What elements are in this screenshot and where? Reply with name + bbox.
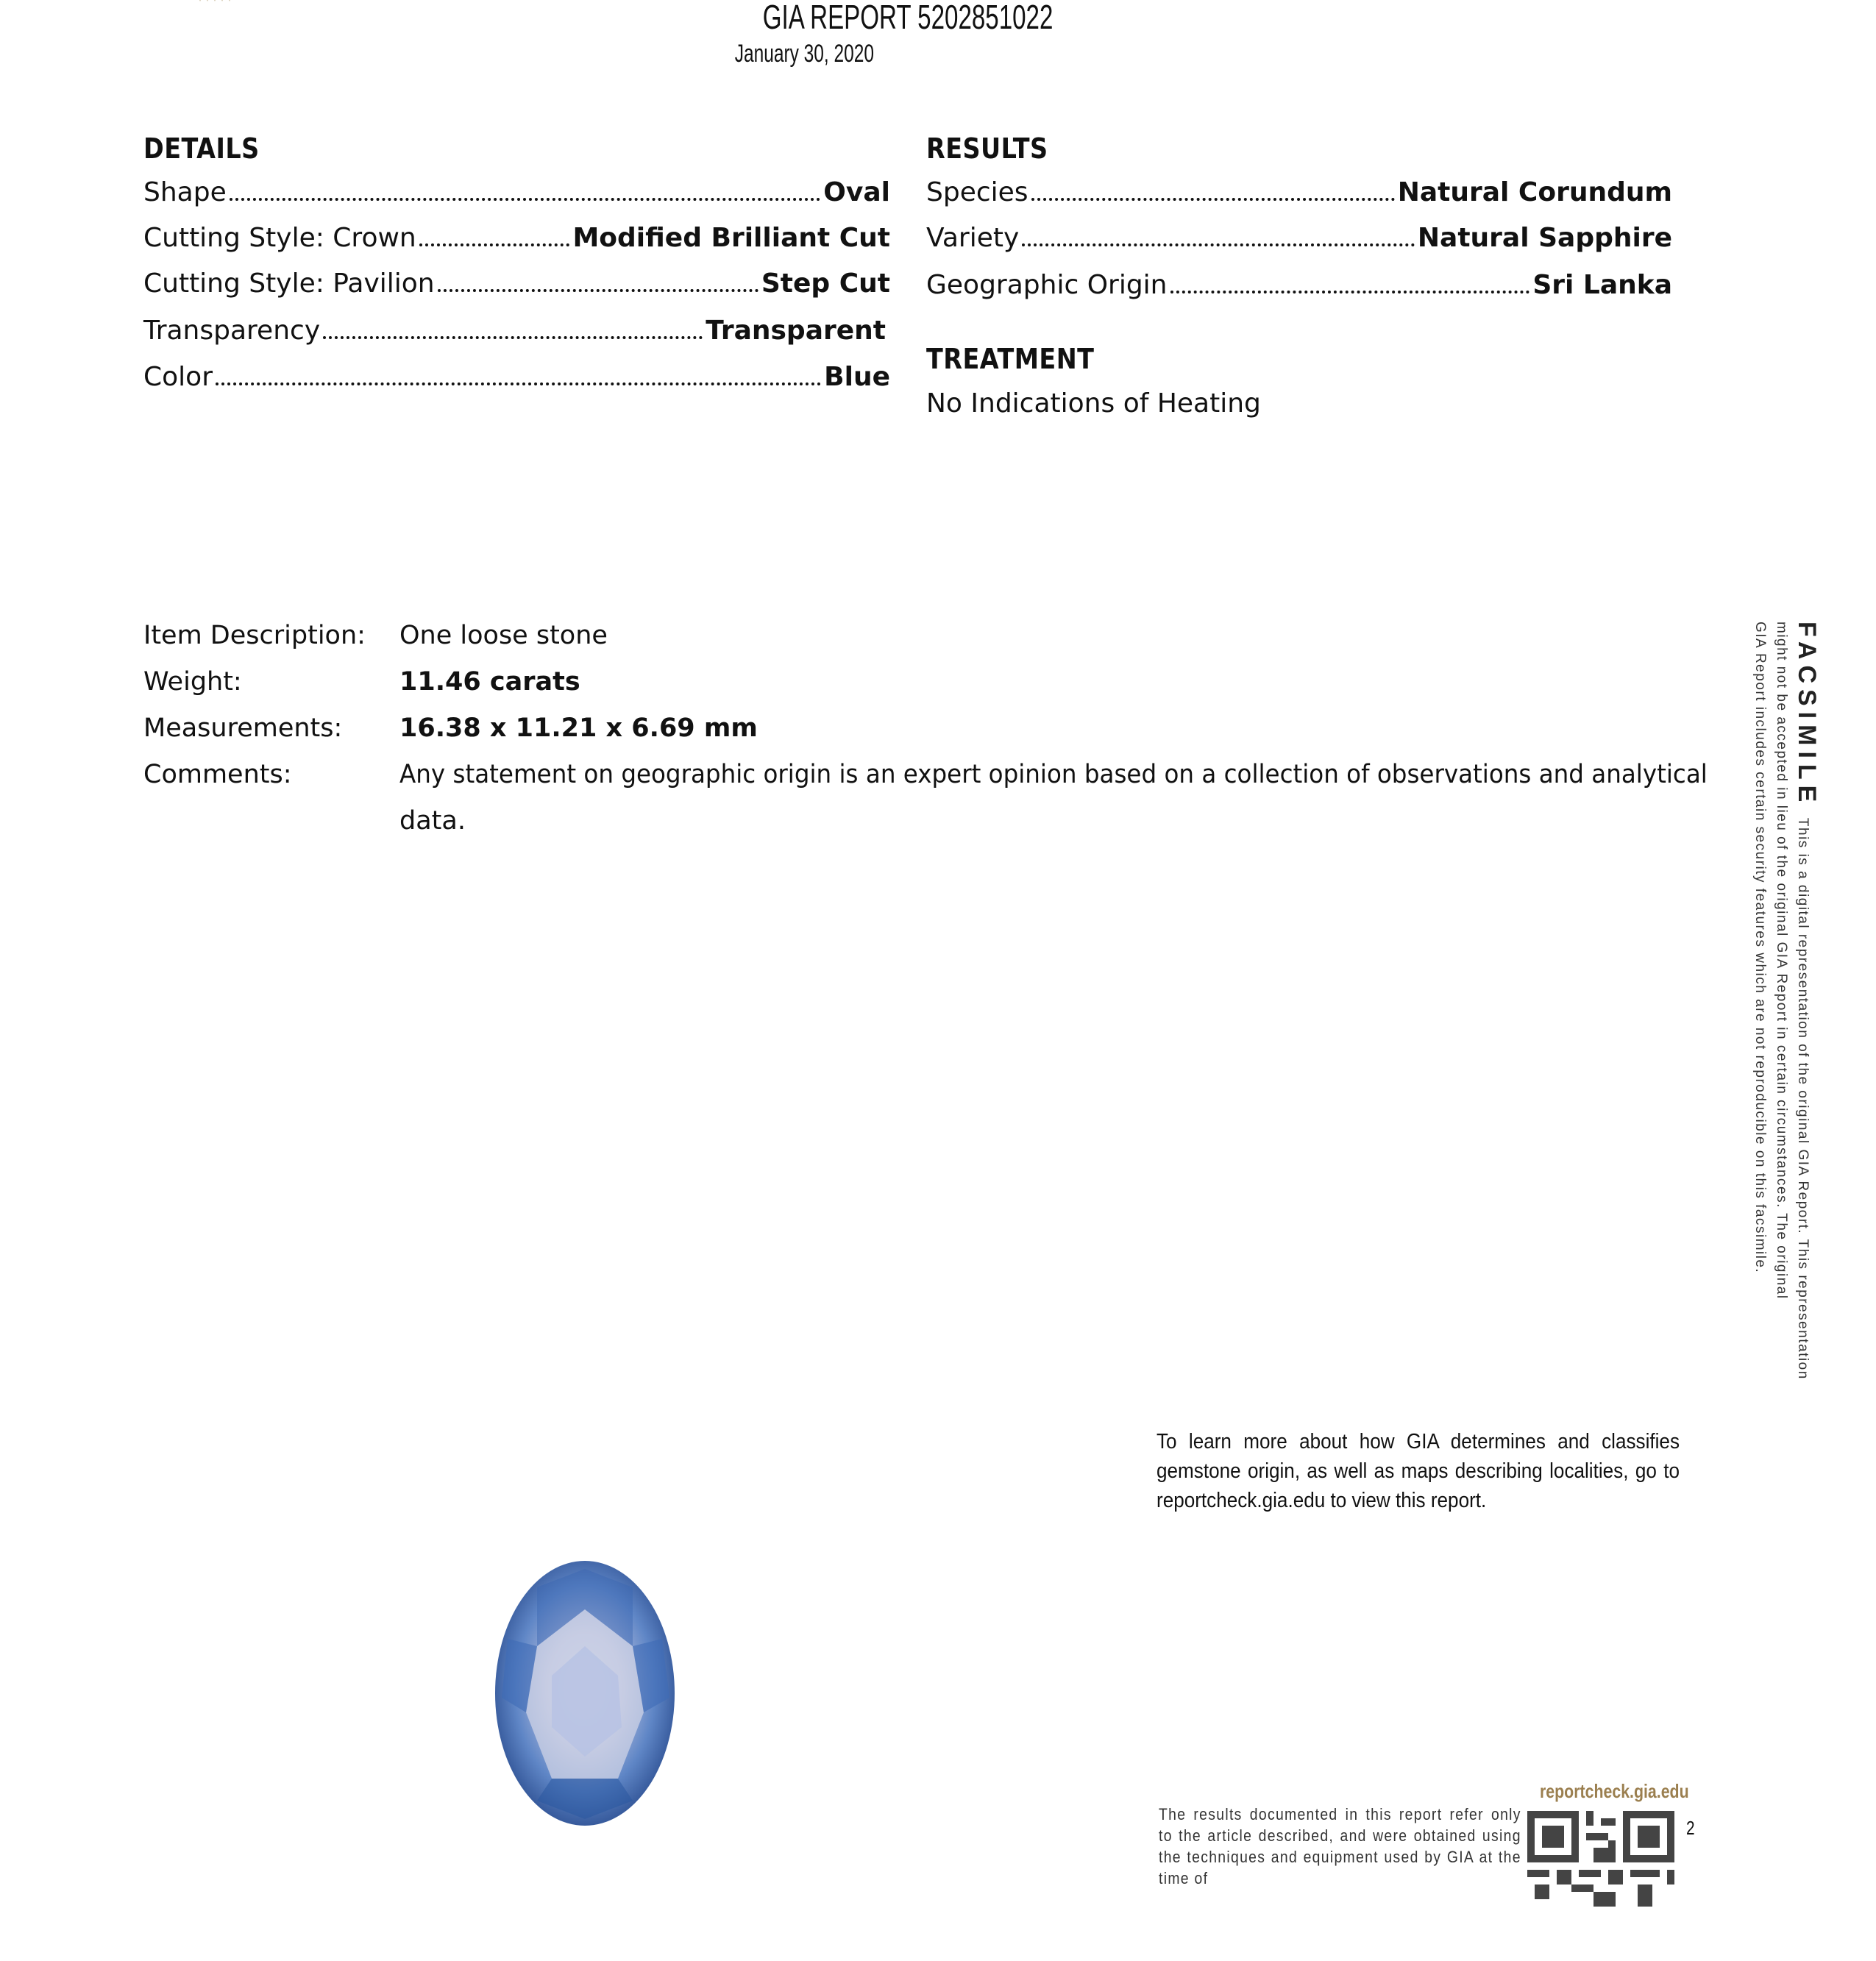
leader-dots: [216, 382, 821, 385]
facsimile-line3: GIA Report includes certain security features which are not reproducible on this facsimile.: [1752, 622, 1768, 1274]
leader-dots: [1031, 198, 1395, 201]
facsimile-notice: [1744, 622, 1821, 1380]
details-row-color: [143, 355, 890, 392]
leader-dots: [1170, 291, 1530, 293]
details-label: Cutting Style: Crown: [143, 223, 416, 253]
qr-code-icon[interactable]: [1527, 1811, 1674, 1958]
results-row-species: [926, 171, 1672, 207]
results-label: Species: [926, 177, 1028, 207]
weight-label: Weight:: [143, 667, 242, 697]
facsimile-word: FACSIMILE: [1793, 622, 1821, 808]
report-date: January 30, 2020: [734, 40, 874, 68]
results-row-variety: [926, 216, 1672, 253]
details-value: Transparent: [706, 316, 886, 346]
page-number: 2: [1686, 1817, 1695, 1839]
comments-value-line2: data.: [399, 806, 466, 836]
comments-value-line1: Any statement on geographic origin is an expert opinion based on a collection of observations and analytical: [399, 760, 1708, 789]
reportcheck-link[interactable]: reportcheck.gia.edu: [1540, 1780, 1689, 1802]
details-row-pavilion: [143, 262, 890, 299]
results-value: Natural Corundum: [1397, 177, 1672, 207]
details-row-transparency: [143, 309, 886, 346]
details-row-crown: [143, 216, 890, 253]
details-value: Step Cut: [761, 268, 890, 299]
facsimile-line1: This is a digital representation of the original GIA Report. This representation: [1795, 817, 1811, 1380]
details-label: Shape: [143, 177, 227, 207]
results-list: [926, 171, 1672, 318]
leader-dots: [438, 289, 758, 292]
results-value: Sri Lanka: [1532, 270, 1672, 300]
report-title: GIA REPORT 5202851022: [762, 0, 1054, 36]
details-list: [143, 171, 890, 406]
facsimile-line2: might not be accepted in lieu of the original GIA Report in certain circumstances. The original: [1774, 622, 1789, 1300]
leader-dots: [230, 198, 821, 201]
item-description-value: One loose stone: [399, 621, 608, 650]
comments-label: Comments:: [143, 760, 292, 789]
leader-dots: [323, 336, 703, 339]
leader-dots: [1022, 243, 1415, 246]
results-value: Natural Sapphire: [1417, 223, 1672, 253]
disclaimer-text: The results documented in this report refer only to the article described, and were obtained using the techniques and equipment used by GIA at the time of: [1159, 1805, 1521, 1887]
measurements-value: 16.38 x 11.21 x 6.69 mm: [399, 713, 758, 743]
learn-more-text: To learn more about how GIA determines and classifies gemstone origin, as well as maps describing localities, go to reportcheck.gia.edu to view this report.: [1156, 1430, 1680, 1512]
item-description-label: Item Description:: [143, 621, 366, 650]
leader-dots: [419, 243, 570, 246]
details-row-shape: [143, 171, 890, 207]
gia-logo-icon: [197, 0, 230, 3]
details-value: Oval: [823, 177, 890, 207]
weight-value: 11.46 carats: [399, 667, 580, 697]
details-value: Blue: [824, 362, 890, 392]
measurements-label: Measurements:: [143, 713, 343, 743]
results-label: Geographic Origin: [926, 270, 1168, 300]
treatment-heading: TREATMENT: [926, 343, 1095, 375]
details-value: Modified Brilliant Cut: [572, 223, 890, 253]
results-row-origin: [926, 263, 1672, 300]
details-label: Cutting Style: Pavilion: [143, 268, 435, 299]
results-label: Variety: [926, 223, 1020, 253]
details-label: Transparency: [143, 316, 321, 346]
gemstone-image: [493, 1558, 677, 1829]
results-heading: RESULTS: [926, 132, 1048, 165]
details-label: Color: [143, 362, 213, 392]
treatment-text: No Indications of Heating: [926, 388, 1261, 419]
details-heading: DETAILS: [143, 132, 260, 165]
